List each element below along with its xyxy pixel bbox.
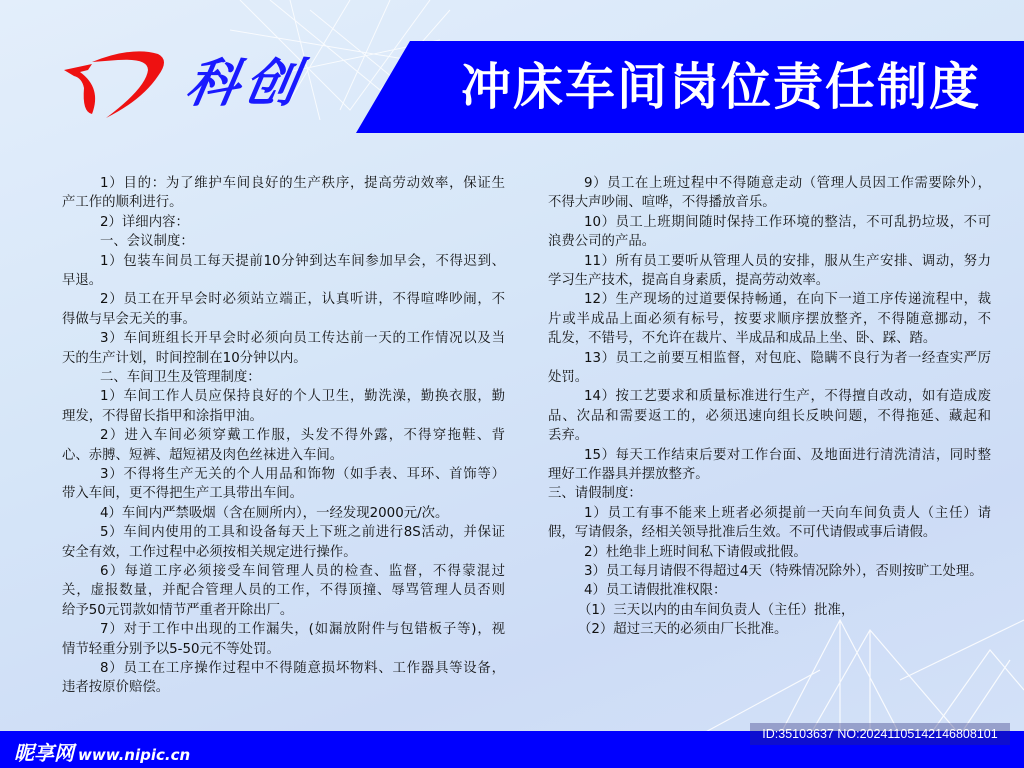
rule-line: 心、赤膊、短裤、超短裙及肉色丝袜进入车间。 [62, 447, 344, 463]
rule-paragraph [548, 252, 991, 291]
rule-paragraph [62, 465, 505, 504]
rule-line: 学习生产技术，提高自身素质，提高劳动效率。 [548, 272, 830, 288]
rule-line: 产工作的顺利进行。 [62, 195, 183, 211]
rule-paragraph [62, 562, 505, 620]
rule-paragraph [62, 426, 505, 465]
rule-paragraph [548, 504, 991, 543]
rule-line: 片或半成品上面必须有标号，按要求顺序摆放整齐，不得随意挪动，不 [548, 311, 991, 327]
watermark-image-id: ID:35103637 NO:20241105142146808101 [750, 723, 1010, 745]
watermark-bar [0, 727, 1024, 768]
rule-paragraph [548, 387, 991, 445]
rule-line: 14）按工艺要求和质量标准进行生产，不得擅自改动，如有造成废 [584, 389, 991, 405]
rule-line: 2）杜绝非上班时间私下请假或批假。 [584, 544, 807, 560]
rule-line: 乱发，不错号，不允许在裁片、半成品和成品上坐、卧、踩、踏。 [548, 331, 937, 347]
rule-paragraph [62, 174, 505, 213]
rule-line: 丢弃。 [548, 428, 589, 444]
rule-paragraph [62, 387, 505, 426]
rule-line: 1）包装车间员工每天提前10分钟到达车间参加早会，不得迟到、 [100, 253, 505, 269]
rule-line: 浪费公司的产品。 [548, 234, 656, 250]
rule-paragraph [62, 659, 505, 698]
rule-paragraph [62, 504, 505, 523]
rule-line: 11）所有员工要听从管理人员的安排，服从生产安排、调动，努力 [584, 253, 991, 269]
rule-line: （1）三天以内的由车间负责人（主任）批准， [578, 602, 855, 618]
rule-paragraph [62, 290, 505, 329]
watermark-site-url: www.nipic.cn [78, 746, 191, 764]
watermark-brand [14, 737, 190, 766]
rule-line: 3）员工每月请假不得超过4天（特殊情况除外），否则按旷工处理。 [584, 563, 983, 579]
logo-company-name: 科创 [181, 54, 309, 114]
rule-paragraph [62, 620, 505, 659]
rule-line: 2）员工在开早会时必须站立端正，认真听讲，不得喧哗吵闹，不 [100, 292, 505, 308]
rule-line: 理好工作器具并摆放整齐。 [548, 466, 709, 482]
right-column-rules [548, 174, 991, 640]
rule-line: 品、次品和需要返工的，必须迅速向组长反映问题，不得拖延、藏起和 [548, 408, 991, 424]
rule-line: 4）车间内严禁吸烟（含在厕所内），一经发现2000元/次。 [100, 505, 449, 521]
rule-paragraph [548, 620, 991, 639]
rule-paragraph [548, 174, 991, 213]
left-column-rules [62, 174, 505, 698]
rule-line: 2）进入车间必须穿戴工作服，头发不得外露，不得穿拖鞋、背 [100, 428, 505, 444]
rule-line: 安全有效，工作过程中必须按相关规定进行操作。 [62, 544, 357, 560]
rule-line: 5）车间内使用的工具和设备每天上下班之前进行8S活动，并保证 [100, 525, 505, 541]
rule-line: （2）超过三天的必须由厂长批准。 [578, 622, 788, 638]
rule-line: 天的生产计划，时间控制在10分钟以内。 [62, 350, 307, 366]
rule-line: 8）员工在工序操作过程中不得随意损坏物料、工作器具等设备， [100, 660, 505, 676]
rule-line: 早退。 [62, 273, 103, 288]
rule-paragraph [548, 290, 991, 348]
logo-swoosh-icon [62, 48, 172, 120]
rule-line: 13）员工之前要互相监督，对包庇、隐瞒不良行为者一经查实严厉 [584, 350, 991, 366]
rule-line: 1）目的：为了维护车间良好的生产秩序，提高劳动效率，保证生 [100, 176, 505, 191]
company-logo [62, 48, 352, 120]
rule-line: 15）每天工作结束后要对工作台面、及地面进行清洗清洁，同时整 [584, 447, 991, 463]
rule-line: 假，写请假条，经相关领导批准后生效。不可代请假或事后请假。 [548, 525, 937, 541]
rule-paragraph [62, 252, 505, 291]
rule-line: 三、请假制度： [548, 486, 642, 502]
rule-line: 3）不得将生产无关的个人用品和饰物（如手表、耳环、首饰等） [100, 467, 505, 482]
rule-line: 情节轻重分别予以5-50元不等处罚。 [62, 641, 280, 657]
rule-line: 7）对于工作中出现的工作漏失，(如漏放附件与包错板子等)，视 [100, 622, 505, 638]
rule-paragraph [548, 484, 991, 503]
rule-line: 3）车间班组长开早会时必须向员工传达前一天的工作情况以及当 [100, 331, 505, 347]
rule-line: 关，虚报数量，并配合管理人员的工作，不得顶撞、辱骂管理人员否则 [62, 583, 505, 599]
rule-line: 1）员工有事不能来上班者必须提前一天向车间负责人（主任）请 [584, 505, 991, 521]
rule-paragraph [62, 523, 505, 562]
rule-line: 一、会议制度： [100, 234, 194, 250]
watermark-site-name: 昵享网 [14, 741, 74, 765]
page-title: 冲床车间岗位责任制度 [461, 58, 981, 116]
rule-line: 10）员工上班期间随时保持工作环境的整洁，不可乱扔垃圾，不可 [584, 214, 991, 230]
rule-paragraph [62, 232, 505, 251]
rule-line: 得做与早会无关的事。 [62, 311, 196, 327]
rule-paragraph [62, 329, 505, 368]
rule-paragraph [548, 213, 991, 252]
rule-paragraph [548, 581, 991, 600]
rule-line: 处罚。 [548, 369, 589, 385]
rule-paragraph [62, 368, 505, 387]
rule-line: 理发，不得留长指甲和涂指甲油。 [62, 408, 263, 424]
rule-line: 1）车间工作人员应保持良好的个人卫生，勤洗澡，勤换衣服，勤 [100, 389, 505, 405]
rule-line: 2）详细内容： [100, 214, 189, 230]
rule-line: 6）每道工序必须接受车间管理人员的检查、监督，不得蒙混过 [100, 564, 505, 579]
rule-line: 违者按原价赔偿。 [62, 680, 170, 696]
title-banner [356, 41, 1024, 133]
rule-paragraph [548, 543, 991, 562]
rule-paragraph [548, 349, 991, 388]
rule-line: 二、车间卫生及管理制度： [100, 370, 261, 385]
rule-line: 给予50元罚款如情节严重者开除出厂。 [62, 602, 294, 618]
rule-paragraph [62, 213, 505, 232]
rule-paragraph [548, 562, 991, 581]
rule-line: 12）生产现场的过道要保持畅通，在向下一道工序传递流程中，裁 [584, 292, 991, 308]
rule-line: 4）员工请假批准权限： [584, 583, 727, 599]
rule-line: 带入车间，更不得把生产工具带出车间。 [62, 486, 304, 502]
rule-paragraph [548, 601, 991, 620]
rule-paragraph [548, 446, 991, 485]
rule-line: 不得大声吵闹、喧哗，不得播放音乐。 [548, 195, 776, 211]
rule-line: 9）员工在上班过程中不得随意走动（管理人员因工作需要除外）， [584, 176, 991, 191]
